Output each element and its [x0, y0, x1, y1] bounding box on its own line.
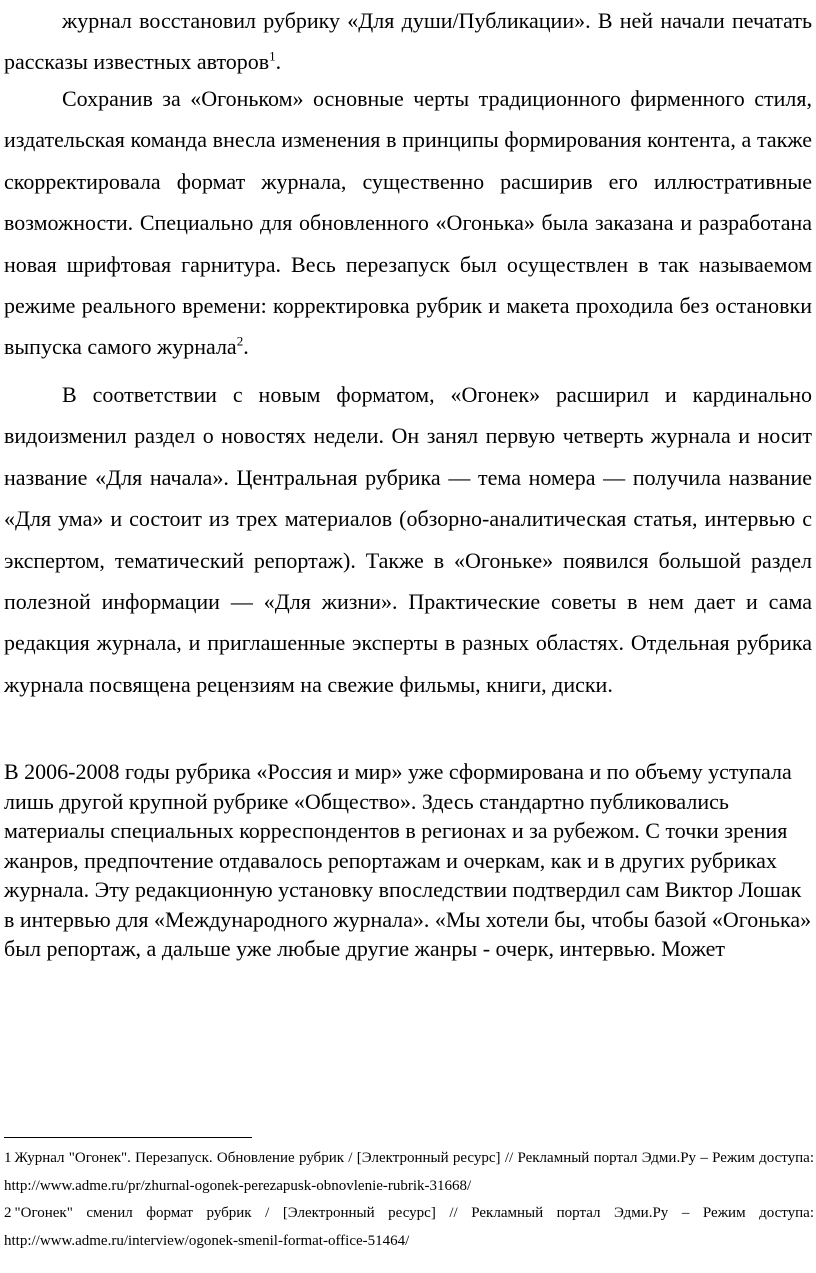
footnote-number: 1: [4, 1150, 12, 1166]
paragraph-text: журнал восстановил рубрику «Для души/Публикации». В ней начали печатать рассказы известных авторов: [4, 8, 812, 75]
body-paragraph-2: [4, 78, 812, 368]
body-paragraph-3: В соответствии с новым форматом, «Огонек» расширил и кардинально видоизменил раздел о новостях недели. Он занял первую четверть журнала и носит название «Для начала». Центральная рубрика — тема номера — получила название «Для ума» и состоит из трех материалов (обзорно-аналитическая статья, интервью с экспертом, тематический репортаж). Также в «Огоньке» появился большой раздел полезной информации — «Для жизни». Практические советы в нем дает и сама редакция журнала, и приглашенные эксперты в разных областях. Отдельная рубрика журнала посвящена рецензиям на свежие фильмы, книги, диски.: [4, 382, 812, 697]
footnote-ref-2[interactable]: 2: [236, 334, 244, 350]
body-paragraph-4: В 2006-2008 годы рубрика «Россия и мир» уже сформирована и по объему уступала лишь другой крупной рубрике «Общество». Здесь стандартно публиковались материалы специальных корреспондентов в регионах и за рубежом. С точки зрения жанров, предпочтение отдавалось репортажам и очеркам, как и в других рубриках журнала. Эту редакционную установку впоследствии подтвердил сам Виктор Лошак в интервью для «Международного журнала». «Мы хотели бы, чтобы базой «Огонька» был репортаж, а дальше уже любые другие жанры - очерк, интервью. Может: [4, 759, 812, 961]
footnote-1: [4, 1145, 814, 1200]
paragraph-text: Сохранив за «Огоньком» основные черты традиционного фирменного стиля, издательская команда внесла изменения в принципы формирования контента, а также скорректировала формат журнала, существенно расширив его иллюстративные возможности. Специально для обновленного «Огонька» была заказана и разработана новая шрифтовая гарнитура. Весь перезапуск был осуществлен в так называемом режиме реального времени: корректировка рубрик и макета проходила без остановки выпуска самого журнала: [4, 86, 812, 360]
footnote-2: [4, 1200, 814, 1255]
paragraph-end: .: [243, 334, 249, 360]
paragraph-end: .: [275, 49, 282, 75]
footnote-text[interactable]: "Огонек" сменил формат рубрик / [Электронный ресурс] // Рекламный портал Эдми.Ру – Режим доступа: http://www.adme.ru/interview/ogonek-smenil-format-office-51464/: [4, 1205, 814, 1249]
footnote-ref-1[interactable]: 1: [269, 49, 276, 65]
footnote-separator: [4, 1137, 252, 1138]
footnote-text[interactable]: Журнал "Огонек". Перезапуск. Обновление рубрик / [Электронный ресурс] // Рекламный портал Эдми.Ру – Режим доступа: http://www.adme.ru/pr/zhurnal-ogonek-perezapusk-obnovlenie-rubrik-31668/: [4, 1150, 814, 1194]
body-paragraph-1: [4, 0, 812, 83]
footnote-number: 2: [4, 1205, 12, 1221]
